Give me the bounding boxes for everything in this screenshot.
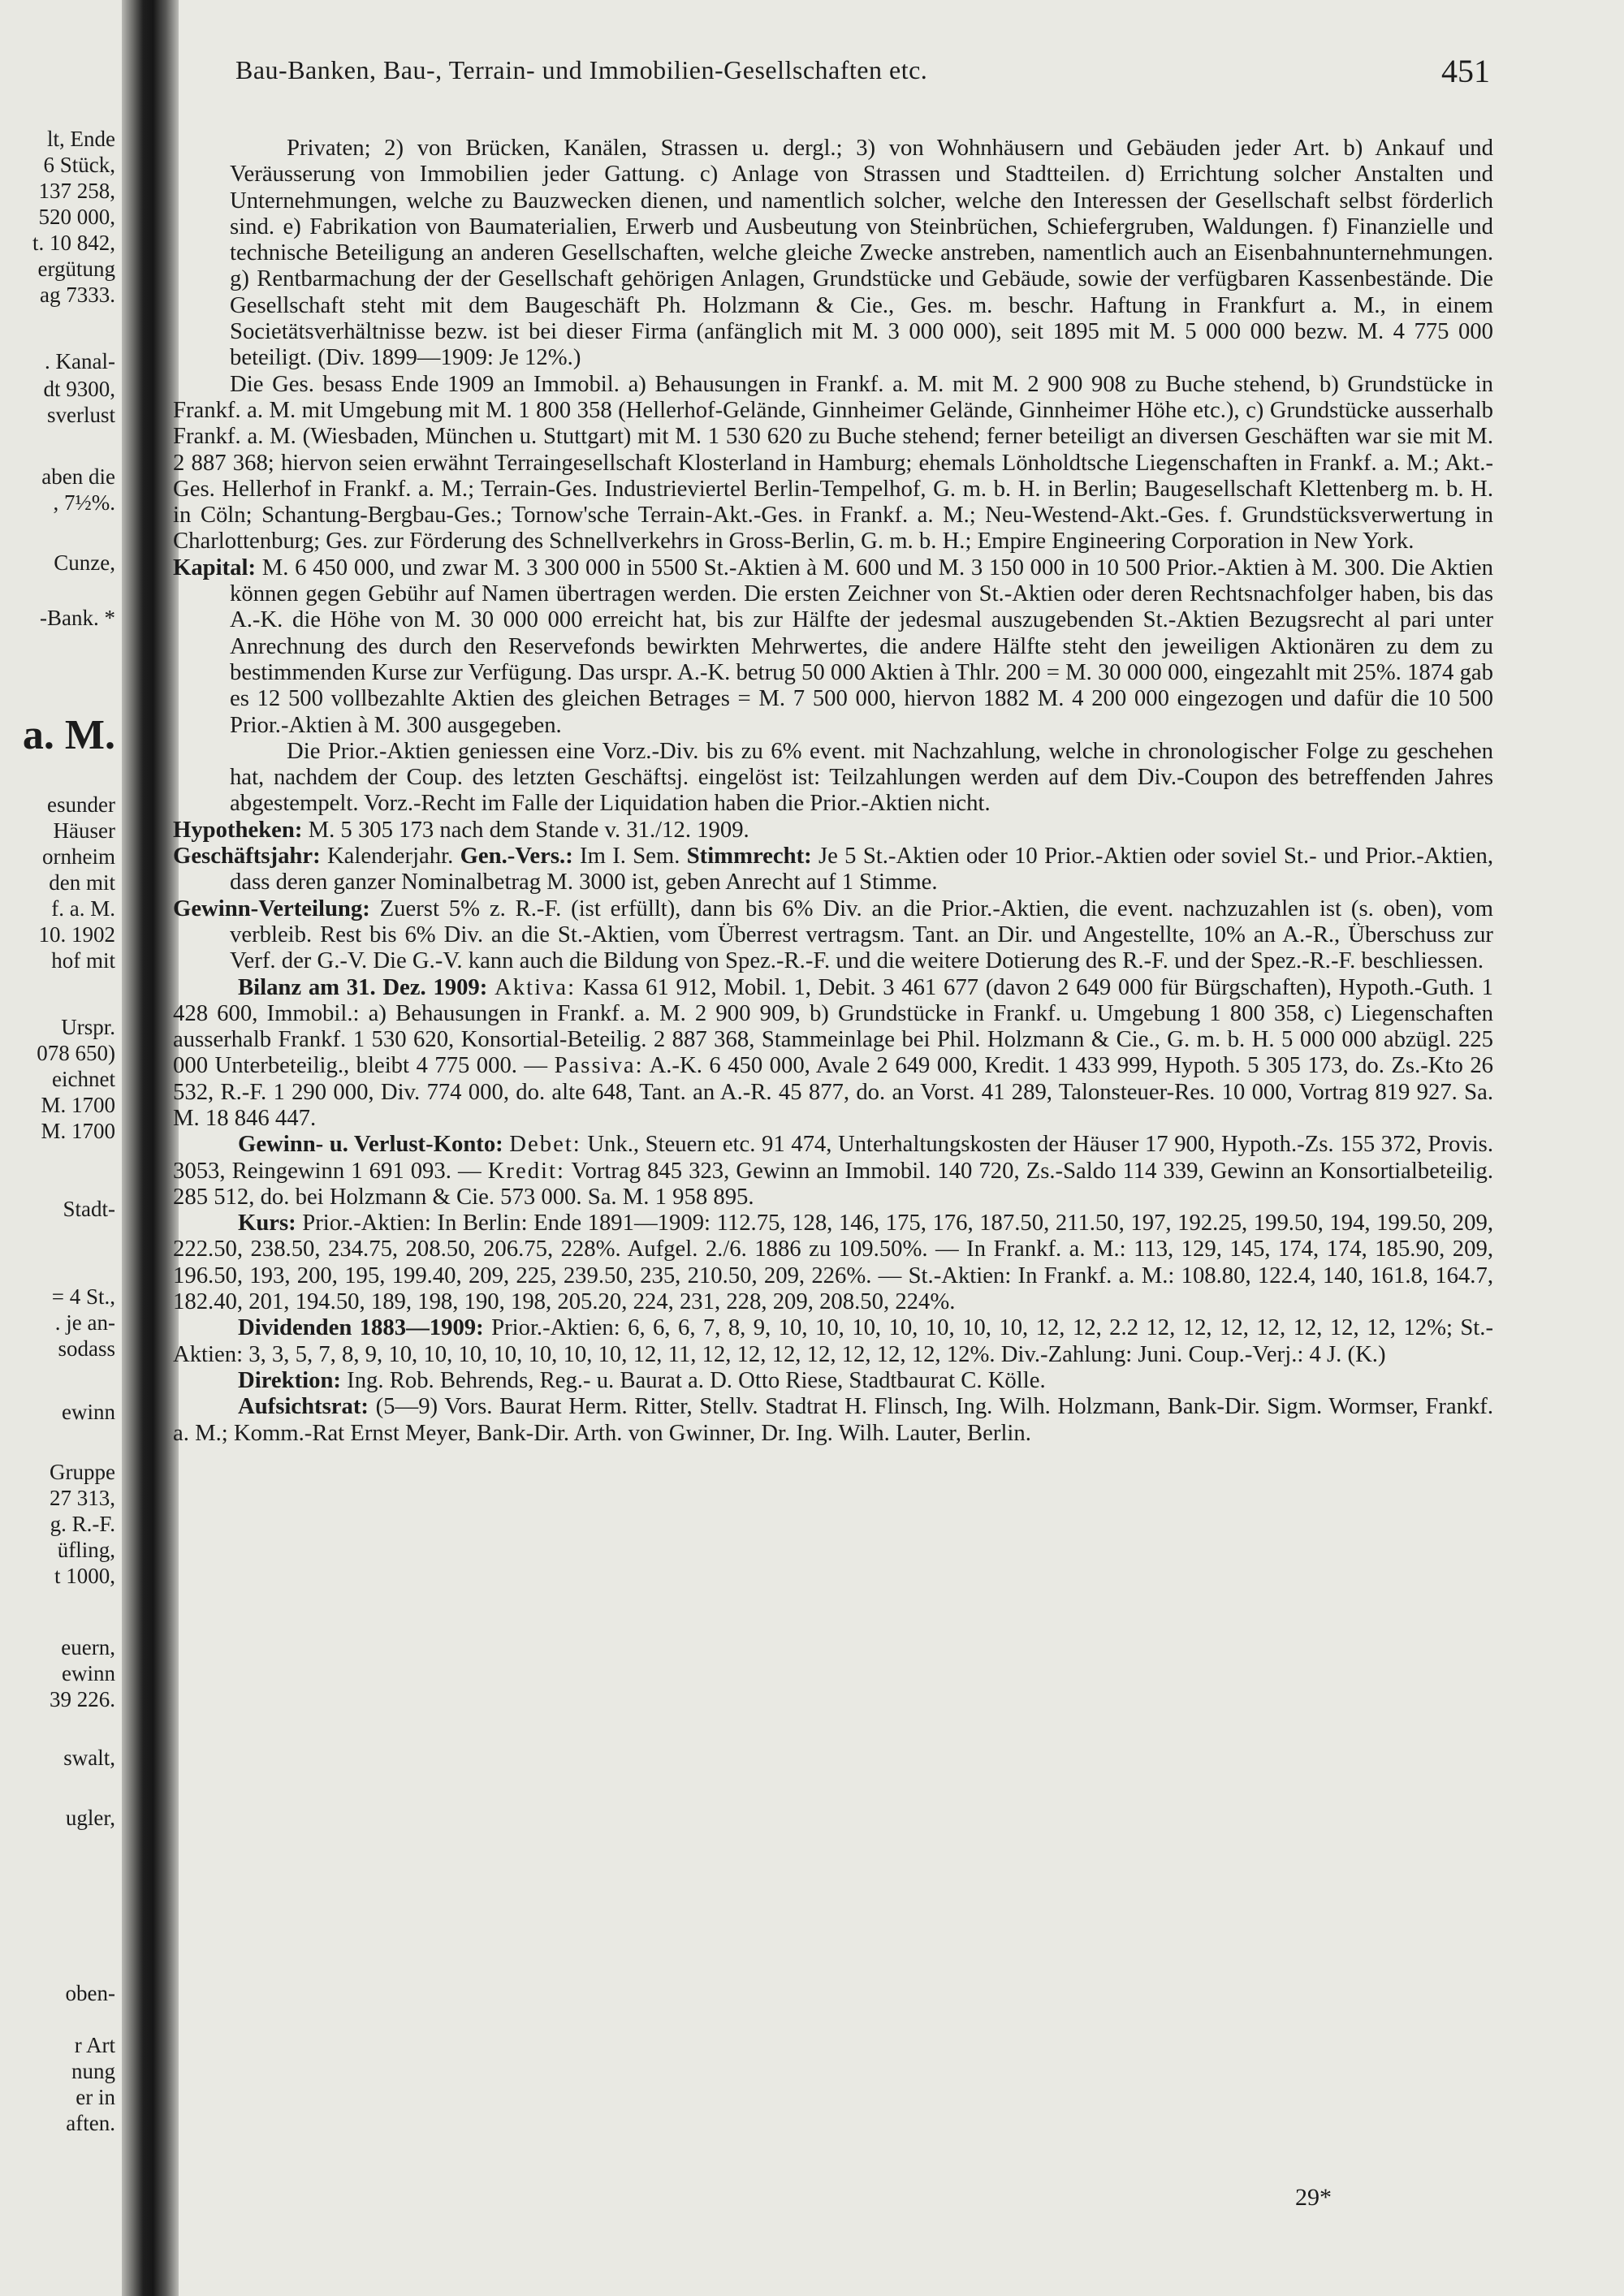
paragraph-immobil bbox=[173, 371, 1493, 555]
previous-page-fragment: oben- bbox=[65, 1981, 115, 2005]
previous-page-fragment: , 7½%. bbox=[53, 490, 115, 515]
dividenden-label: Dividenden 1883—1909: bbox=[238, 1314, 484, 1341]
genvers-label: Gen.-Vers.: bbox=[460, 843, 573, 870]
paragraph-hypotheken bbox=[173, 817, 1493, 843]
previous-page-fragment: t 1000, bbox=[54, 1564, 115, 1588]
previous-page-fragment: Urspr. bbox=[61, 1015, 115, 1039]
aufsichtsrat-label: Aufsichtsrat: bbox=[238, 1393, 369, 1420]
book-gutter bbox=[122, 0, 179, 2296]
previous-page-fragment: g. R.-F. bbox=[50, 1512, 115, 1536]
stimmrecht-label: Stimmrecht: bbox=[686, 843, 812, 870]
paragraph-dividenden bbox=[173, 1314, 1493, 1367]
paragraph-geschaeftsjahr bbox=[173, 843, 1493, 896]
previous-page-fragment: 078 650) bbox=[37, 1041, 115, 1065]
previous-page-fragment: dt 9300, bbox=[43, 377, 115, 401]
previous-page-fragment: 27 313, bbox=[50, 1486, 115, 1510]
previous-page-fragment: r Art bbox=[74, 2033, 115, 2057]
genvers-text: Im I. Sem. bbox=[580, 843, 680, 870]
previous-page-fragment: Häuser bbox=[53, 818, 115, 843]
aktiva-text: Kassa 61 912, Mobil. 1, Debit. 3 461 677 (davon 2 649 000 für Bürgschaften), Hypoth.-Guth. 1 428 600, Immobil.: a) Behausungen in Frankf. a. M. 2 900 909, b) Grundstücke in Frankf. u. Umgebung 1 800 358, c) Liegenschaften ausserhalb Frankf. 1 530 620, Konsortial-Beteilig. 2 887 368, Stammeinlage bei Phil. Holzmann & Cie., G. m. b. H. 5 000 000 abzügl. 225 000 Unterbeteilig., bleibt 4 775 000. — bbox=[173, 973, 1494, 1079]
previous-page-fragment: = 4 St., bbox=[51, 1284, 115, 1309]
previous-page-fragment-column bbox=[0, 0, 122, 2296]
previous-page-fragment: nung bbox=[71, 2059, 115, 2083]
prior-text: Die Prior.-Aktien geniessen eine Vorz.-Div. bis zu 6% event. mit Nachzahlung, welche in chronologischer Folge zu geschehen hat, nachdem der Coup. des letzten Geschäftsj. eingelöst ist: Teilzahlungen werden auf dem Div.-Coupon des betreffenden Jahres abgestempelt. Vorz.-Recht im Falle der Liquidation haben die Prior.-Aktien nicht. bbox=[230, 737, 1493, 817]
kurs-text: Prior.-Aktien: In Berlin: Ende 1891—1909: 112.75, 128, 146, 175, 176, 187.50, 211.50, 197, 192.25, 199.50, 194, 199.50, 209, 222.50, 238.50, 234.75, 208.50, 206.75, 228%. Aufgel. 2./6. 1886 zu 109.50%. — In Frankf. a. M.: 113, 129, 145, 174, 174, 185.90, 209, 196.50, 193, 200, 195, 199.40, 209, 225, 239.50, 235, 210.50, 209, 226%. — St.-Aktien: In Frankf. a. M.: 108.80, 122.4, 140, 161.8, 164.7, 182.40, 201, 194.50, 189, 198, 190, 198, 205.20, 224, 231, 228, 209, 208.50, 224%. bbox=[173, 1210, 1493, 1315]
passiva-label: Passiva: bbox=[554, 1052, 644, 1079]
previous-page-fragment: ugler, bbox=[65, 1806, 115, 1830]
page-number: 451 bbox=[1441, 53, 1490, 89]
dividenden-text: Prior.-Aktien: 6, 6, 6, 7, 8, 9, 10, 10, 10, 10, 10, 10, 10, 12, 12, 2.2 12, 12, 12, 12, 12, 12, 12, 12%; St.-Aktien: 3, 3, 5, 7, 8, 9, 10, 10, 10, 10, 10, 10, 10, 12, 11, 12, 12, 12, 12, 12, 12, 12, 12%. Div.-Zahlung: Juni. Coup.-Verj.: 4 J. (K.) bbox=[173, 1314, 1493, 1367]
previous-page-fragment: lt, Ende bbox=[47, 127, 115, 151]
previous-page-fragment: 137 258, bbox=[38, 179, 115, 203]
geschaeftsjahr-label: Geschäftsjahr: bbox=[173, 843, 321, 870]
previous-page-fragment: ewinn bbox=[62, 1400, 115, 1424]
stimmrecht-text: Je 5 St.-Aktien oder 10 Prior.-Aktien oder soviel St.- und Prior.-Aktien, dass deren ganzer Nominalbetrag M. 3000 ist, geben Anrecht auf 1 Stimme. bbox=[230, 843, 1494, 896]
previous-page-fragment: er in bbox=[76, 2085, 115, 2109]
hypotheken-label: Hypotheken: bbox=[173, 816, 303, 843]
geschaeftsjahr-text: Kalenderjahr. bbox=[326, 843, 454, 870]
previous-page-fragment: M. 1700 bbox=[41, 1119, 115, 1143]
previous-page-fragment: sverlust bbox=[47, 403, 115, 427]
paragraph-gewinn-verteilung bbox=[173, 896, 1493, 974]
previous-page-fragment: eichnet bbox=[52, 1067, 115, 1091]
kapital-text: M. 6 450 000, und zwar M. 3 300 000 in 5500 St.-Aktien à M. 600 und M. 3 150 000 in 10 500 Prior.-Aktien à M. 300. Die Aktien können gegen Gebühr auf Namen übertragen werden. Die ersten Zeichner von St.-Aktien oder deren Rechtsnachfolger haben, bis das A.-K. die Höhe von M. 30 000 000 erreicht hat, bis zur Hälfte der jedesmal auszugebenden St.-Aktien Bezugsrecht al pari unter Anrechnung des durch den Reservefonds bewirkten Mehrwertes, die andere Hälfte steht den jeweiligen Aktionären zu dem zu bestimmenden Kurse zur Verfügung. Das urspr. A.-K. betrug 50 000 Aktien à Thlr. 200 = M. 30 000 000, eingezahlt mit 25%. 1874 gab es 12 500 vollbezahlte Aktien des gleichen Betrages = M. 7 500 000, hiervon 1882 M. 4 200 000 eingezogen und dafür die 10 500 Prior.-Aktien à M. 300 ausgegeben. bbox=[230, 554, 1494, 738]
previous-page-fragment: . Kanal- bbox=[45, 349, 115, 373]
kredit-label: Kredit: bbox=[487, 1157, 565, 1184]
bilanz-label: Bilanz am 31. Dez. 1909: bbox=[238, 973, 488, 1000]
purpose-text: Privaten; 2) von Brücken, Kanälen, Strassen u. dergl.; 3) von Wohnhäusern und Gebäuden jeder Art. b) Ankauf und Veräusserung von Immobilien jeder Gattung. c) Anlage von Strassen und Stadtteilen. d) Errichtung solcher Anstalten und Unternehmungen, welche zu Bauzwecken dienen, und namentlich solcher, welche den Interessen der Gesellschaft selbst förderlich sind. e) Fabrikation von Baumaterialien, Erwerb und Ausbeutung von Steinbrüchen, Schiefergruben, Waldungen. f) Finanzielle und technische Beteiligung an anderen Gesellschaften, welche gleiche Zwecke anstreben, namentlich auch an Eisenbahnunternehmungen. g) Rentbarmachung der der Gesellschaft gehörigen Anlagen, Grundstücke und Gebäude, sowie der verfügbaren Kassenbestände. Die Gesellschaft steht mit dem Baugeschäft Ph. Holzmann & Cie., Ges. m. beschr. Haftung in Frankfurt a. M., in einem Societätsverhältnisse bezw. ist bei dieser Firma (anfänglich mit M. 3 000 000), seit 1895 mit M. 5 000 000 bezw. M. 4 775 000 beteiligt. (Div. 1899—1909: Je 12%.) bbox=[230, 135, 1493, 371]
guv-label: Gewinn- u. Verlust-Konto: bbox=[238, 1131, 503, 1158]
previous-page-fragment: 10. 1902 bbox=[38, 922, 115, 947]
gewinn-verteilung-label: Gewinn-Verteilung: bbox=[173, 895, 370, 921]
previous-page-fragment: Stadt- bbox=[63, 1197, 115, 1221]
previous-page-fragment: den mit bbox=[49, 870, 115, 895]
paragraph-gewinn-verlust bbox=[173, 1131, 1493, 1210]
previous-page-fragment: . je an- bbox=[54, 1310, 115, 1335]
direktion-label: Direktion: bbox=[238, 1366, 341, 1393]
running-title: Bau-Banken, Bau-, Terrain- und Immobilien-Gesellschaften etc. bbox=[235, 55, 928, 84]
previous-page-fragment: Gruppe bbox=[50, 1460, 115, 1484]
article-body bbox=[173, 135, 1494, 1446]
kurs-label: Kurs: bbox=[238, 1210, 296, 1236]
previous-page-fragment: euern, bbox=[61, 1635, 115, 1659]
passiva-text: A.-K. 6 450 000, Avale 2 649 000, Kredit. 1 433 999, Hypoth. 5 305 173, do. Zs.-Kto 26 532, R.-F. 1 290 000, Div. 774 000, do. alte 648, Tant. an A.-R. 45 877, do. an Vorst. 41 289, Talonsteuer-Res. 10 000, Vortrag 819 927. Sa. M. 18 846 447. bbox=[173, 1052, 1494, 1131]
paragraph-kapital bbox=[173, 555, 1493, 738]
direktion-text: Ing. Rob. Behrends, Reg.- u. Baurat a. D. Otto Riese, Stadtbaurat C. Kölle. bbox=[347, 1366, 1046, 1393]
signature-mark: 29* bbox=[1295, 2184, 1332, 2211]
paragraph-kurs bbox=[173, 1210, 1493, 1314]
previous-page-fragment: ergütung bbox=[37, 257, 115, 281]
previous-page-fragment: hof mit bbox=[51, 948, 115, 973]
previous-page-fragment: üfling, bbox=[57, 1538, 115, 1562]
previous-page-fragment: swalt, bbox=[63, 1746, 115, 1770]
previous-page-fragment: 520 000, bbox=[38, 205, 115, 229]
previous-page-fragment: aben die bbox=[41, 464, 115, 489]
paragraph-direktion bbox=[173, 1367, 1493, 1393]
previous-page-fragment: esunder bbox=[47, 792, 115, 817]
previous-page-fragment: -Bank. * bbox=[40, 606, 115, 630]
previous-page-fragment: ewinn bbox=[62, 1661, 115, 1685]
previous-page-fragment: aften. bbox=[66, 2111, 115, 2135]
kapital-label: Kapital: bbox=[173, 554, 257, 580]
previous-page-fragment: sodass bbox=[58, 1336, 115, 1361]
previous-page-fragment: f. a. M. bbox=[51, 896, 115, 921]
paragraph-prior bbox=[230, 738, 1493, 817]
previous-page-fragment: M. 1700 bbox=[41, 1093, 115, 1117]
previous-page-fragment: 39 226. bbox=[50, 1687, 115, 1711]
previous-page-fragment: Cunze, bbox=[54, 550, 115, 575]
previous-page-fragment: ornheim bbox=[42, 844, 115, 869]
previous-page-fragment: 6 Stück, bbox=[43, 153, 115, 177]
kredit-text: Vortrag 845 323, Gewinn an Immobil. 140 720, Zs.-Saldo 114 339, Gewinn an Konsortialbeteilig. 285 512, do. bei Holzmann & Cie. 573 000. Sa. M. 1 958 895. bbox=[173, 1157, 1494, 1210]
gewinn-verteilung-text: Zuerst 5% z. R.-F. (ist erfüllt), dann bis 6% Div. an die Prior.-Aktien, die event. nachzuzahlen ist (s. oben), vom verbleib. Rest bis 6% Div. an die St.-Aktien, vom Überrest vertragsm. Tant. an Dir. und Angestellte, 10% an A.-R., Überschuss zur Verf. der G.-V. Die G.-V. kann auch die Bildung von Spez.-R.-F. und die weitere Dotierung des R.-F. und der Spez.-R.-F. beschliessen. bbox=[230, 895, 1493, 974]
debet-label: Debet: bbox=[509, 1131, 581, 1158]
paragraph-purpose bbox=[173, 135, 1493, 371]
paragraph-bilanz bbox=[173, 974, 1493, 1132]
aktiva-label: Aktiva: bbox=[495, 973, 577, 1000]
aufsichtsrat-text: (5—9) Vors. Baurat Herm. Ritter, Stellv. Stadtrat H. Flinsch, Ing. Wilh. Holzmann, Bank-Dir. Sigm. Wormser, Frankf. a. M.; Komm.-Rat Ernst Meyer, Bank-Dir. Arth. von Gwinner, Dr. Ing. Wilh. Lauter, Berlin. bbox=[173, 1393, 1494, 1446]
paragraph-aufsichtsrat bbox=[173, 1393, 1493, 1446]
immobil-text: Die Ges. besass Ende 1909 an Immobil. a) Behausungen in Frankf. a. M. mit M. 2 900 908 zu Buche stehend, b) Grundstücke in Frankf. a. M. mit Umgebung mit M. 1 800 358 (Hellerhof-Gelände, Ginnheimer Gelände, Ginnheimer Höhe etc.), c) Grundstücke ausserhalb Frankf. a. M. (Wiesbaden, München u. Stuttgart) mit M. 1 530 620 zu Buche stehend; ferner beteiligt an diversen Geschäften war sie mit M. 2 887 368; hiervon seien erwähnt Terraingesellschaft Klosterland in Hamburg; ehemals Lönholdtsche Liegenschaften in Frankf. a. M.; Akt.-Ges. Hellerhof in Frankf. a. M.; Terrain-Ges. Industrieviertel Berlin-Tempelhof, G. m. b. H. in Berlin; Baugesellschaft Klettenberg m. b. H. in Cöln; Schantung-Bergbau-Ges.; Tornow'sche Terrain-Akt.-Ges. in Frankf. a. M.; Neu-Westend-Akt.-Ges. f. Grundstücksverwertung in Charlottenburg; Ges. zur Förderung des Schnellverkehrs in Gross-Berlin, G. m. b. H.; Empire Engineering Corporation in New York. bbox=[173, 370, 1493, 555]
previous-page-fragment: t. 10 842, bbox=[32, 231, 115, 255]
hypotheken-text: M. 5 305 173 nach dem Stande v. 31./12. 1909. bbox=[308, 816, 749, 843]
previous-page-fragment: a. M. bbox=[22, 712, 115, 758]
debet-text: Unk., Steuern etc. 91 474, Unterhaltungskosten der Häuser 17 900, Hypoth.-Zs. 155 372, Provis. 3053, Reingewinn 1 691 093. — bbox=[173, 1131, 1493, 1184]
previous-page-fragment: ag 7333. bbox=[40, 283, 115, 307]
running-header bbox=[235, 55, 1490, 91]
